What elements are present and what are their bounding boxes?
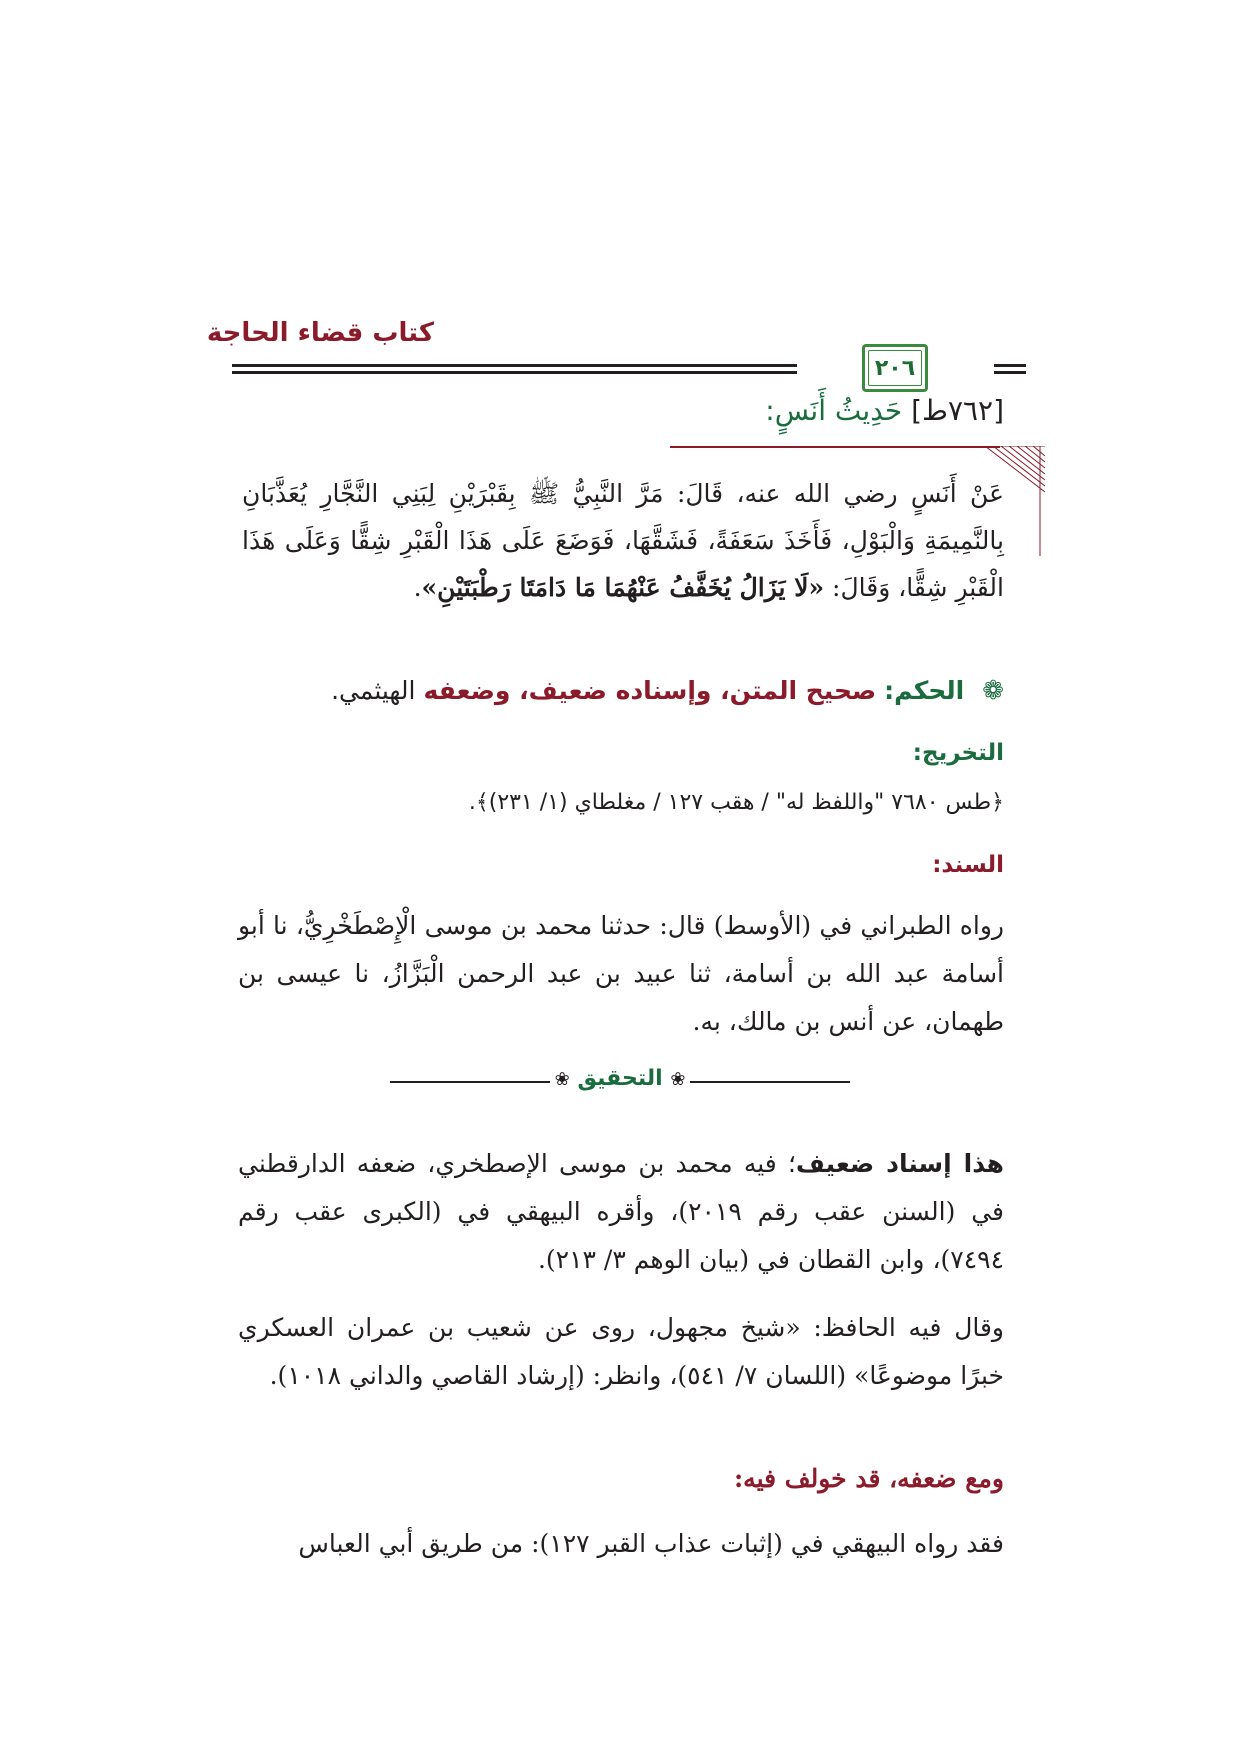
analysis-paragraph-3: فقد رواه البيهقي في (إثبات عذاب القبر ١٢٧): من طريق أبي العباس [298,1529,1004,1558]
tahqiq-divider [0,1066,1240,1096]
sanad-label: السند: [932,852,1004,878]
header-rule [994,364,1026,367]
flower-ornament-icon: ❁ [982,676,1004,706]
sanad-text: رواه الطبراني في (الأوسط) قال: حدثنا محمد بن موسى الْإِصْطَخْرِيُّ، نا أبو أسامة عبد الله بن أسامة، ثنا عبيد بن عبد الرحمن الْبَزَّازُ، نا عيسى بن طهمان، عن أنس بن مالك، به. [238,911,1004,1036]
ruling-tail: الهيثمي. [331,676,416,705]
page-number: ٢٠٦ [874,355,916,381]
section-title: حَدِيثُ أَنَسٍ: [765,394,903,427]
ruling-label: الحكم: [884,676,965,705]
analysis-para1-rest: ؛ فيه محمد بن موسى الإصطخري، ضعفه الدارقطني في (السنن عقب رقم ٢٠١٩)، وأقره البيهقي في (الكبرى عقب رقم ٧٤٩٤)، وابن القطان في (بيان الوهم ٣/ ٢١٣). [238,1149,1004,1274]
section-heading [765,394,1004,427]
section-code: [٧٦٢ط] [911,394,1004,427]
header-rule [232,364,797,367]
section-divider [670,446,1000,448]
analysis-lead: هذا إسناد ضعيف [795,1149,1005,1178]
hadith-body: عَنْ أَنَسٍ رضي الله عنه، قَالَ: مَرَّ النَّبِيُّ ﷺ بِقَبْرَيْنِ لِبَنِي النَّجَّارِ يُعَذَّبَانِ بِالنَّمِيمَةِ وَالْبَوْلِ، فَأَخَذَ سَعَفَةً، فَشَقَّهَا، فَوَضَعَ عَلَى هَذَا الْقَبْرِ شِقًّا وَعَلَى هَذَا الْقَبْرِ شِقًّا، وَقَالَ: [242,479,1004,602]
hadith-text [242,470,1004,611]
analysis-paragraph-1 [238,1140,1004,1284]
tahqiq-line-right [690,1081,850,1083]
takhrij-text: ﴿طس ٧٦٨٠ "واللفظ له" / هقب ١٢٧ / مغلطاي (١/ ٢٣١)﴾. [468,790,1004,815]
header-rule [994,371,1026,374]
page-number-frame [862,344,928,392]
hadith-end: . [413,573,422,602]
ruling-verdict: صحيح المتن، وإسناده ضعيف، وضعفه [423,676,877,705]
ornament-icon: ❀ [554,1069,570,1090]
takhrij-label: التخريج: [912,740,1004,766]
page-number-box [800,340,990,396]
tahqiq-label [540,1066,700,1091]
ornament-icon: ❀ [670,1069,686,1090]
tahqiq-line-left [390,1081,550,1083]
book-title: كتاب قضاء الحاجة [206,318,434,348]
analysis-paragraph-2: وقال فيه الحافظ: «شيخ مجهول، روى عن شعيب بن عمران العسكري خبرًا موضوعًا» (اللسان ٧/ ٥٤١)، وانظر: (إرشاد القاصي والداني ١٠١٨). [238,1313,1004,1390]
prophet-words: «لَا يَزَالُ يُخَفَّفُ عَنْهُمَا مَا دَامَتَا رَطْبَتَيْنِ» [421,573,825,602]
header-rule [232,371,797,374]
khulifa-label: ومع ضعفه، قد خولف فيه: [733,1464,1004,1493]
ruling-line [331,676,1004,706]
tahqiq-title: التحقيق [577,1066,663,1091]
